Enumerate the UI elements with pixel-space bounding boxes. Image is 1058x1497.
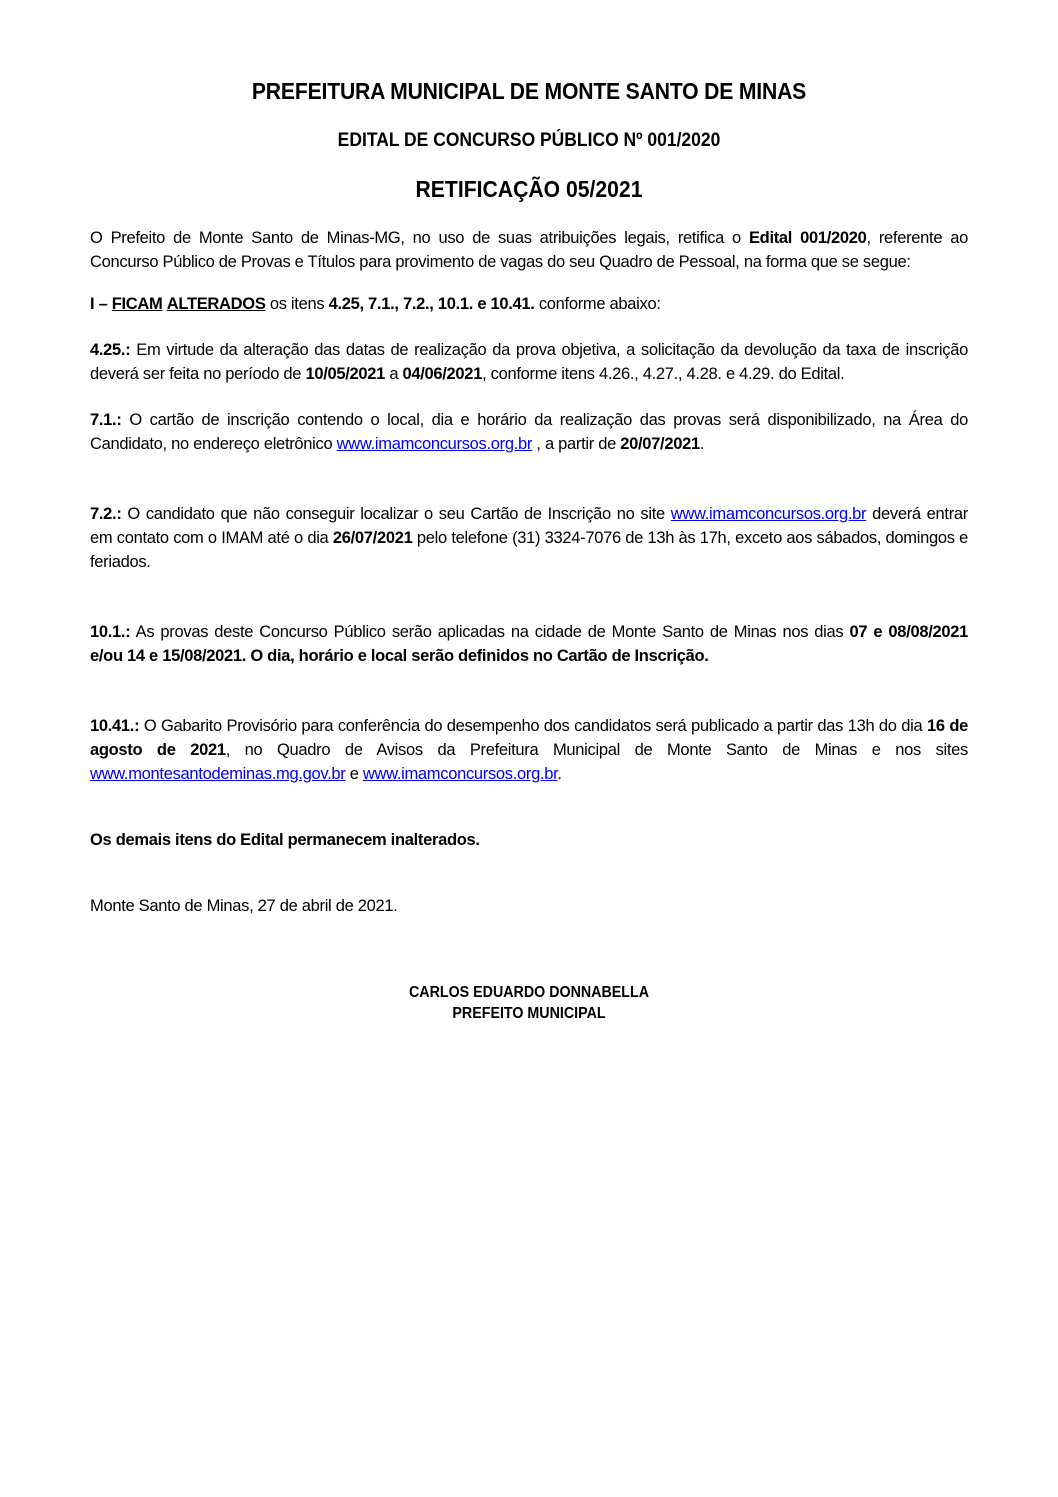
section-i-text-2: conforme abaixo:	[534, 295, 661, 313]
item-71-text-2: , a partir de	[532, 435, 621, 453]
section-i-ficam: FICAM	[111, 295, 163, 313]
section-i-text-1: os itens	[265, 295, 329, 313]
intro-paragraph	[90, 226, 968, 274]
signature-block	[125, 982, 933, 1024]
item-425-text-2: a	[385, 365, 403, 383]
prefeitura-link[interactable]: www.montesantodeminas.mg.gov.br	[90, 765, 346, 783]
item-72-text-2: deverá entrar em contato com o IMAM até o dia	[90, 505, 968, 547]
item-425-text-1: Em virtude da alteração das datas de realização da prova objetiva, a solicitação da devolução da taxa de inscrição deverá ser feita no período de	[90, 341, 968, 383]
item-425-date-end: 04/06/2021	[402, 365, 483, 383]
retificacao-heading: RETIFICAÇÃO 05/2021	[415, 176, 643, 202]
intro-text-1: O Prefeito de Monte Santo de Minas-MG, no uso de suas atribuições legais, retifica o	[90, 229, 749, 247]
item-1041-text-4: .	[557, 765, 562, 783]
item-101-text-1: As provas deste Concurso Público serão aplicadas na cidade de Monte Santo de Minas nos dias	[130, 623, 850, 641]
item-101-label: 10.1.:	[90, 623, 131, 641]
edital-bold: CONCURSO PÚBLICO	[433, 130, 619, 151]
item-425-date-start: 10/05/2021	[305, 365, 386, 383]
edital-heading	[125, 128, 933, 154]
imam-link[interactable]: www.imamconcursos.org.br	[362, 765, 558, 783]
intro-edital: Edital 001/2020	[748, 229, 867, 247]
edital-prefix: EDITAL DE	[337, 130, 434, 151]
signatory-name: CARLOS EDUARDO DONNABELLA	[408, 984, 650, 1001]
closing-statement: Os demais itens do Edital permanecem inalterados.	[90, 831, 480, 849]
intro-text-2: , referente ao Concurso Público de Provas e Títulos para provimento de vagas do seu Quadro de Pessoal, na forma que se segue:	[90, 229, 968, 271]
item-1041-label: 10.41.:	[90, 717, 140, 735]
item-1041-text-3: e	[345, 765, 363, 783]
item-72-text-1: O candidato que não conseguir localizar o seu Cartão de Inscrição no site	[121, 505, 671, 523]
item-425-label: 4.25.:	[90, 341, 131, 359]
item-1041-date: 16 de agosto de 2021	[90, 717, 968, 759]
item-101-paragraph	[90, 620, 968, 668]
item-101-dates: 07 e 08/08/2021 e/ou 14 e 15/08/2021. O dia, horário e local serão definidos no Cartão de Inscrição.	[90, 623, 969, 665]
item-1041-text-1: O Gabarito Provisório para conferência do desempenho dos candidatos será publicado a partir das 13h do dia	[139, 717, 927, 735]
item-71-text-1: O cartão de inscrição contendo o local, dia e horário da realização das provas será disponibilizado, na Área do Candidato, no endereço eletrônico	[90, 411, 968, 453]
imam-link[interactable]: www.imamconcursos.org.br	[336, 435, 533, 453]
item-72-paragraph	[90, 502, 968, 574]
item-1041-text-2: , no Quadro de Avisos da Prefeitura Municipal de Monte Santo de Minas e nos sites	[225, 741, 968, 759]
item-425-paragraph	[90, 338, 968, 386]
item-72-label: 7.2.:	[90, 505, 122, 523]
item-71-label: 7.1.:	[90, 411, 122, 429]
edital-number: Nº 001/2020	[618, 130, 721, 151]
section-i-paragraph	[90, 292, 968, 316]
item-71-text-3: .	[699, 435, 705, 453]
signatory-role: PREFEITO MUNICIPAL	[452, 1005, 606, 1022]
section-i-items: 4.25, 7.1., 7.2., 10.1. e 10.41.	[328, 295, 535, 313]
date-line: Monte Santo de Minas, 27 de abril de 2021.	[90, 897, 398, 915]
item-72-date: 26/07/2021	[332, 529, 413, 547]
item-1041-paragraph	[90, 714, 968, 786]
item-72-text-3: pelo telefone (31) 3324-7076 de 13h às 17h, exceto aos sábados, domingos e feriados.	[90, 529, 968, 571]
section-i-prefix: I –	[90, 295, 112, 313]
imam-link[interactable]: www.imamconcursos.org.br	[670, 505, 867, 523]
section-i-alterados: ALTERADOS	[166, 295, 266, 313]
item-425-text-3: , conforme itens 4.26., 4.27., 4.28. e 4.29. do Edital.	[482, 365, 845, 383]
item-71-paragraph	[90, 408, 968, 456]
item-71-date: 20/07/2021	[620, 435, 700, 453]
document-title: PREFEITURA MUNICIPAL DE MONTE SANTO DE MINAS	[251, 78, 807, 104]
